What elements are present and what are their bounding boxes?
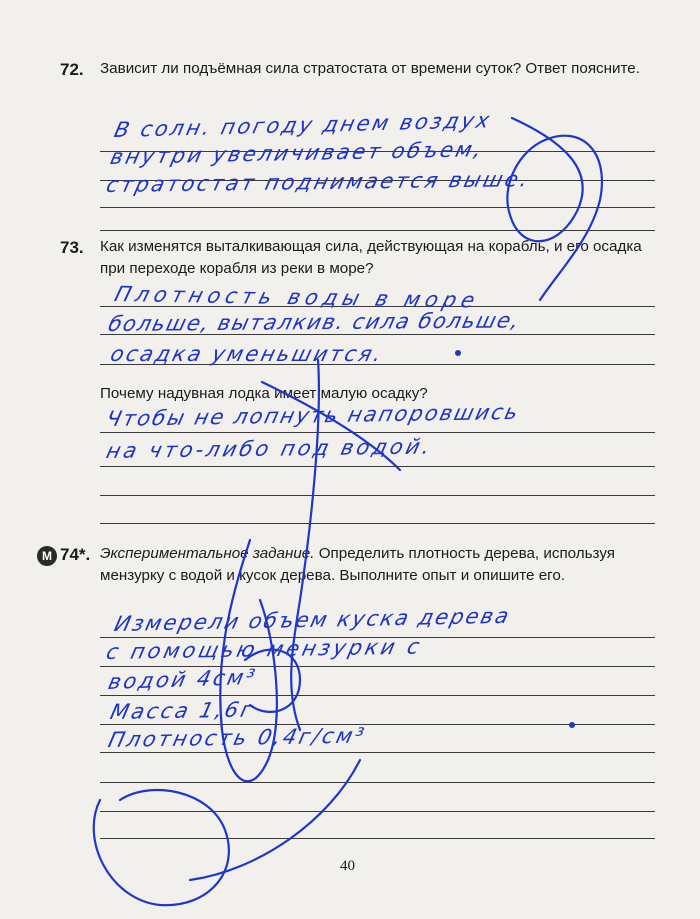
answer-line bbox=[100, 495, 655, 496]
answer-line bbox=[100, 724, 655, 725]
handwritten-answer-73-sub-line2: на что-либо под водой. bbox=[104, 434, 436, 463]
ink-dot bbox=[569, 722, 575, 728]
handwritten-answer-73-line3: осадка уменьшится. bbox=[108, 342, 387, 366]
show-through-text bbox=[420, 80, 424, 94]
handwritten-answer-72-line1: В солн. погоду днем воздух bbox=[112, 108, 495, 142]
scribble-bottom-oval bbox=[94, 790, 229, 905]
handwritten-answer-72-line3: стратостат поднимается выше. bbox=[104, 167, 533, 197]
handwritten-answer-73-line1: Плотность воды в море bbox=[112, 282, 483, 313]
answer-line bbox=[100, 523, 655, 524]
handwritten-answer-74-line3: водой 4см³ bbox=[106, 664, 260, 694]
answer-line bbox=[100, 432, 655, 433]
handwritten-answer-74-line1: Измерели объем куска дерева bbox=[112, 603, 513, 636]
handwritten-answer-74-line2: с помощью мензурки с bbox=[104, 634, 425, 664]
handwritten-answer-73-line2: больше, выталкив. сила больше, bbox=[106, 308, 523, 336]
answer-line bbox=[100, 838, 655, 839]
question-74-body: Определить плотность дерева, используя мензурку с водой и кусок дерева. Выполните опыт и опишите его. bbox=[100, 545, 615, 584]
answer-line bbox=[100, 811, 655, 812]
question-74-text bbox=[100, 543, 655, 587]
question-74-italic-label: Экспериментальное задание. bbox=[100, 545, 315, 562]
question-72-text: Зависит ли подъёмная сила стратостата от времени суток? Ответ поясните. bbox=[100, 60, 640, 77]
answer-line bbox=[100, 207, 655, 208]
answer-line bbox=[100, 695, 655, 696]
answer-line bbox=[100, 782, 655, 783]
section-badge: М bbox=[37, 546, 57, 566]
question-73-subquestion: Почему надувная лодка имеет малую осадку? bbox=[100, 385, 428, 402]
answer-line bbox=[100, 230, 655, 231]
handwritten-answer-73-sub-line1: Чтобы не лопнуть напоровшись bbox=[104, 399, 523, 431]
question-72-number: 72. bbox=[60, 60, 84, 79]
question-74-number: 74*. bbox=[60, 545, 91, 564]
handwritten-answer-74-line4: Масса 1,6г bbox=[108, 697, 258, 724]
question-73-number: 73. bbox=[60, 238, 84, 257]
page-number: 40 bbox=[340, 858, 355, 874]
ink-dot bbox=[455, 350, 461, 356]
handwritten-answer-74-line5: Плотность 0,4г/см³ bbox=[106, 723, 369, 752]
answer-line bbox=[100, 466, 655, 467]
question-73-text: Как изменятся выталкивающая сила, действующая на корабль, и его осадка при переходе корабля из реки в море? bbox=[100, 238, 642, 277]
answer-line bbox=[100, 752, 655, 753]
scribble-arc bbox=[190, 760, 360, 880]
handwritten-answer-72-line2: внутри увеличивает объем, bbox=[108, 137, 487, 169]
